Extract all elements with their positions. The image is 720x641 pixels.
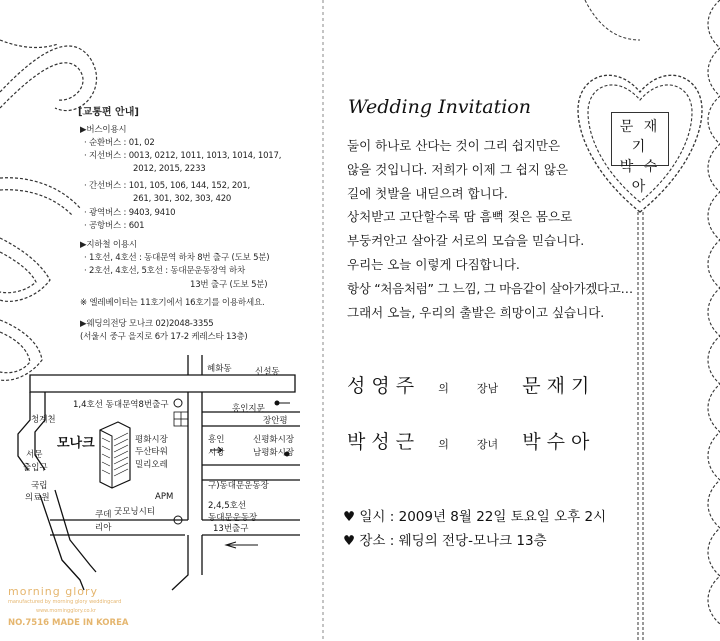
map-label: 청계천	[31, 415, 56, 425]
subway-line: · 1호선, 4호선 : 동대문역 하차 8번 출구 (도보 5분)	[84, 253, 270, 263]
map-label: 혜화동	[207, 364, 232, 374]
map-label: 시장	[208, 448, 225, 458]
brand-url: www.morningglory.co.kr	[36, 608, 96, 614]
poem-line: 길에 첫발을 내딛으려 합니다.	[347, 185, 508, 201]
bus-line: 2012, 2015, 2233	[133, 164, 206, 174]
bride-rel2: 장녀	[476, 438, 499, 451]
bride-name: 박 수 아	[522, 431, 590, 453]
map-label: 서문	[26, 450, 43, 460]
groom-row	[347, 371, 589, 398]
bus-line: · 공항버스 : 601	[84, 221, 145, 231]
map-label: 홍인지문	[232, 404, 265, 414]
invitation-poem	[347, 134, 633, 324]
address-line: (서울시 중구 을지로 6가 17-2 케레스타 13층)	[80, 332, 248, 342]
poem-line: 그래서 오늘, 우리의 출발은 희망이고 싶습니다.	[347, 304, 605, 320]
groom-rel1: 의	[438, 382, 449, 395]
map-label: 2,4,5호선	[208, 501, 247, 511]
map-label: 밀리오레	[135, 460, 168, 470]
bride-rel1: 의	[438, 438, 449, 451]
map-label: 동대문운동장	[208, 513, 258, 523]
bus-line: · 지선버스 : 0013, 0212, 1011, 1013, 1014, 1017,	[84, 151, 282, 161]
groom-rel2: 장남	[476, 382, 499, 395]
elevator-note: ※ 엘레베이터는 11호기에서 16호기를 이용하세요.	[80, 298, 265, 308]
map-label-monarch: 모나크	[57, 436, 95, 451]
groom-parent: 성 영 주	[347, 375, 415, 397]
groom-name: 문 재 기	[522, 375, 590, 397]
poem-line: 부둥켜안고 살아갈 서로의 모습을 믿습니다.	[347, 233, 585, 249]
map-label: 1,4호선 동대문역8번출구	[73, 400, 169, 410]
venue-line: ▶웨딩의전당 모나크 02)2048-3355	[80, 319, 214, 329]
poem-line: 둘이 하나로 산다는 것이 그리 쉽지만은	[347, 138, 561, 153]
subway-header: ▶지하철 이용시	[80, 240, 137, 250]
bus-header: ▶버스이용시	[80, 125, 127, 135]
map-label: 두산타워	[135, 447, 168, 457]
stair-icon	[174, 412, 188, 426]
map-label: 평화시장	[135, 435, 168, 445]
poem-line: 않을 것입니다. 저희가 이제 그 쉽지 않은	[347, 161, 569, 177]
map-label: APM	[155, 492, 174, 502]
place-line: ♥ 장소 : 웨딩의 전당-모나크 13층	[343, 533, 547, 549]
map-label: 출입구	[23, 463, 48, 473]
bus-line: · 순환버스 : 01, 02	[84, 138, 155, 148]
brand-name: morning glory	[8, 585, 99, 598]
map-label: 장안평	[263, 416, 288, 426]
subway-line: 13번 출구 (도보 5분)	[190, 280, 268, 290]
exit-dot	[275, 401, 280, 406]
map-label: 13번출구	[213, 524, 249, 534]
subway-line: · 2호선, 4호선, 5호선 : 동대문운동장역 하차	[84, 266, 245, 276]
map-label: 리아	[95, 523, 112, 533]
map-roads	[18, 355, 300, 590]
map-label: 신평화시장	[253, 435, 295, 445]
bride-row	[347, 427, 589, 454]
map-label: 굿모닝시티	[114, 507, 156, 517]
date-line: ♥ 일시 : 2009년 8월 22일 토요일 오후 2시	[343, 509, 607, 525]
map-label: 쿠데	[95, 510, 112, 520]
transport-title: [교통편 안내]	[78, 107, 139, 118]
brand-sub: manufactured by morning glory weddingcard	[8, 599, 122, 605]
bride-parent: 박 성 근	[347, 431, 415, 453]
poem-line: 상처받고 고단할수록 땀 흠뻑 젖은 몸으로	[347, 209, 573, 225]
box-groom: 문 재 기	[619, 119, 661, 155]
poem-line: 우리는 오늘 이렇게 다짐합니다.	[347, 256, 520, 272]
subway-marker-icon	[174, 399, 182, 407]
map-label: 국립	[31, 481, 48, 491]
map-label: 신설동	[255, 367, 280, 377]
map-label: 의료원	[25, 493, 50, 503]
brand-code: NO.7516 MADE IN KOREA	[8, 618, 129, 628]
monarch-building	[100, 422, 130, 488]
map-label: 구)동대문운동장	[208, 481, 269, 491]
bus-line: 261, 301, 302, 303, 420	[133, 194, 232, 204]
bus-line: · 간선버스 : 101, 105, 106, 144, 152, 201,	[84, 181, 250, 191]
poem-line: 항상 “처음처럼” 그 느낌, 그 마음같이 살아가겠다고…	[347, 280, 633, 296]
script-title: Wedding Invitation	[348, 96, 531, 118]
bus-line: · 광역버스 : 9403, 9410	[84, 208, 176, 218]
box-bride: 박 수 아	[619, 159, 661, 195]
map-label: 남평화시장	[253, 448, 295, 458]
map-label: 흥인	[208, 435, 225, 445]
